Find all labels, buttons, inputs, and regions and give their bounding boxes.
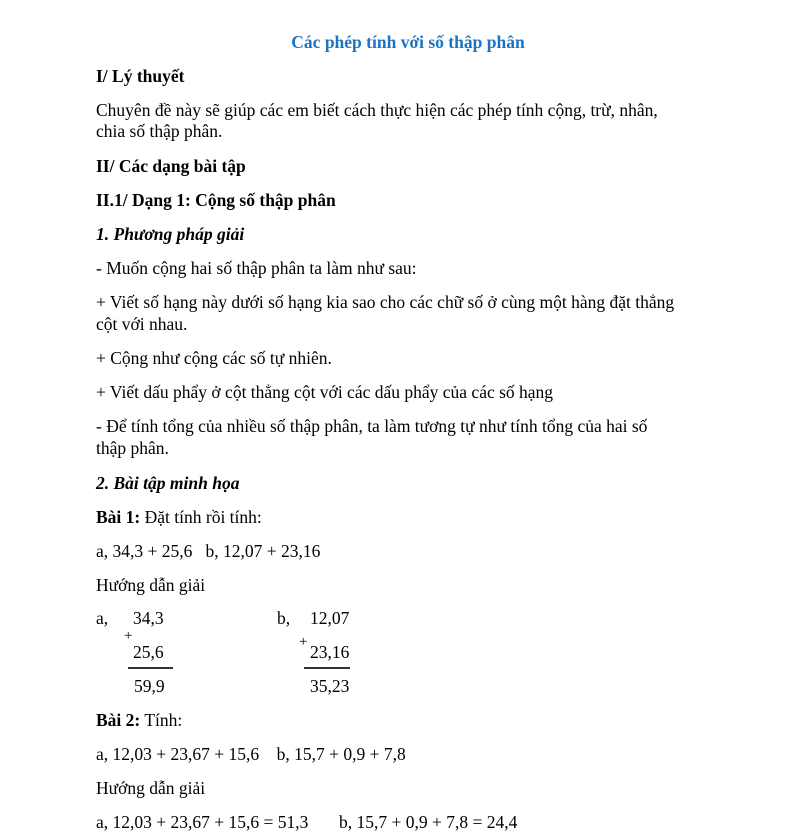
method-step: cột với nhau. <box>96 314 188 334</box>
exercise-prompt: Đặt tính rồi tính: <box>144 507 262 527</box>
exercise-2 <box>96 709 182 731</box>
calc-line <box>304 667 350 669</box>
subsection-heading: II.1/ Dạng 1: Cộng số thập phân <box>96 190 336 210</box>
exercise-label: Bài 2: <box>96 710 141 730</box>
calc-b-result: 35,23 <box>310 676 350 696</box>
plus-icon: + <box>299 634 308 650</box>
method-heading: 1. Phương pháp giải <box>96 224 245 244</box>
plus-icon: + <box>124 628 133 644</box>
exercise-label: Bài 1: <box>96 507 141 527</box>
calc-b-top: 12,07 <box>310 608 350 628</box>
calc-b-bottom: 23,16 <box>310 642 350 662</box>
method-step: - Muốn cộng hai số thập phân ta làm như sau: <box>96 258 417 278</box>
exercise-problem: a, 12,03 + 23,67 + 15,6 b, 15,7 + 0,9 + 7,8 <box>96 744 406 764</box>
method-step: + Cộng như cộng các số tự nhiên. <box>96 348 332 368</box>
method-step: thập phân. <box>96 438 169 458</box>
guide-label: Hướng dẫn giải <box>96 778 206 798</box>
calc-a-bottom: 25,6 <box>133 642 164 662</box>
section-heading: I/ Lý thuyết <box>96 66 185 86</box>
method-step: + Viết dấu phẩy ở cột thẳng cột với các dấu phẩy của các số hạng <box>96 382 554 402</box>
exercise-prompt: Tính: <box>144 710 183 730</box>
exercise-1 <box>96 506 262 528</box>
calc-line <box>128 667 173 669</box>
paragraph: Chuyên đề này sẽ giúp các em biết cách thực hiện các phép tính cộng, trừ, nhân, <box>96 100 658 120</box>
calc-a-label: a, <box>96 608 109 628</box>
examples-heading: 2. Bài tập minh họa <box>96 473 240 493</box>
method-step: - Để tính tổng của nhiều số thập phân, ta làm tương tự như tính tổng của hai số <box>96 416 648 436</box>
page-title: Các phép tính với số thập phân <box>291 32 525 52</box>
paragraph: chia số thập phân. <box>96 121 223 141</box>
method-step: + Viết số hạng này dưới số hạng kia sao cho các chữ số ở cùng một hàng đặt thẳng <box>96 292 675 312</box>
exercise-problem: a, 34,3 + 25,6 b, 12,07 + 23,16 <box>96 541 321 561</box>
calc-a-result: 59,9 <box>134 676 165 696</box>
section-heading: II/ Các dạng bài tập <box>96 156 246 176</box>
calc-a-top: 34,3 <box>133 608 164 628</box>
exercise-answer: a, 12,03 + 23,67 + 15,6 = 51,3 b, 15,7 + 0,9 + 7,8 = 24,4 <box>96 812 518 832</box>
calc-b-label: b, <box>277 608 291 628</box>
guide-label: Hướng dẫn giải <box>96 575 206 595</box>
